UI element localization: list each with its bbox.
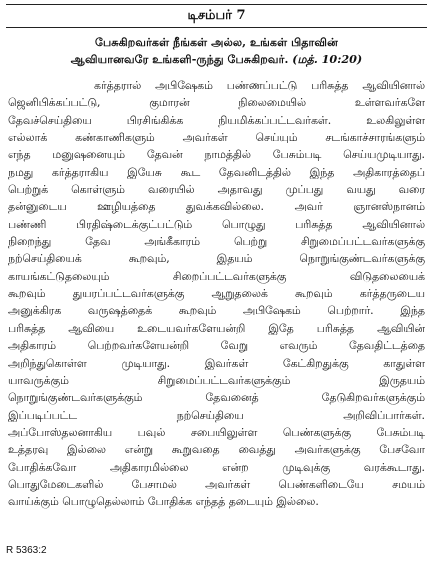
body-line: பண்ணி பிரதிஷ்டைக்குட்பட்டும் பொழுது பரிசுத்த ஆவியினால் <box>8 217 425 231</box>
body-line: அனுக்கிரக வருஷத்தைக் கூறவும் அபிஷேகம் பெற்றார். இந்த <box>8 304 425 318</box>
body-line: எந்த மனுஷனையும் தேவன் நாமத்தில் பேசும்படி செய்யமுடியாது. <box>8 148 425 162</box>
body-line: ஜெனிபிக்கப்பட்டு, குமாரன் நிலைமையில் உள்ளவர்களே <box>8 96 425 110</box>
body-line: நற்செய்தியைக் கூறவும், இதயம் நொறுங்குண்டவர்களுக்கு <box>8 252 425 266</box>
body-line: போதிக்கவோ அதிகாரமில்லை என்ற முடிவுக்கு வரக்கூடாது. <box>8 460 425 474</box>
body-text <box>8 77 425 511</box>
body-line: பெற்றுக் கொள்ளும் வரையில் அதாவது முப்பது வயது வரை <box>8 183 425 197</box>
body-line: தன்னுடைய ஊழியத்தை துவக்கவில்லை. அவர் ஞானஸ்நானம் <box>8 200 425 214</box>
body-line: இப்படிப்பட்ட நற்செய்தியை அறிவிப்பார்கள். <box>8 408 425 422</box>
body-line: அதிகாரம் பெற்றவர்களேயன்றி வேறு எவரும் தேவதிட்டத்தை <box>8 339 425 353</box>
body-line: அப்போஸ்தலனாகிய பவுல் சபையிலுள்ள பெண்களுக்கு பேசும்படி <box>8 425 425 439</box>
date-title: டிசம்பர் 7 <box>187 8 246 23</box>
body-line: நிறைந்து தேவ அங்கீகாரம் பெற்று சிறுமைப்பட்டவர்களுக்கு <box>8 235 425 249</box>
body-line: காயங்கட்டுதலையும் சிறைப்பட்டவர்களுக்கு விடுதலையைக் <box>8 269 425 283</box>
verse-line-2-text: ஆவியானவரே உங்களி-ருந்து பேசுகிறவர். <box>70 51 289 66</box>
body-line: தேவச்செய்தியை பிரசிங்கிக்க நியமிக்கப்பட்டவர்கள். உலகிலுள்ள <box>8 113 425 127</box>
body-line: பரிசுத்த ஆவியை உடையவர்களேயன்றி இதே பரிசுத்த ஆவியின் <box>8 321 425 335</box>
body-line: பொதுமேடைகளில் பேசாமல் அவர்கள் பெண்களிடையே சமயம் <box>8 477 425 491</box>
body-line: எல்லாக் கண்காணிகளும் அவர்கள் செய்யும் சடங்காச்சாரங்களும் <box>8 131 425 145</box>
date-header-bar <box>6 4 427 28</box>
body-line: வாய்க்கும் பொழுதெல்லாம் போதிக்க எந்தத் தடையும் இல்லை. <box>8 495 319 509</box>
body-line: நொறுங்குண்டவர்களுக்கும் தேவனைத் தேடுகிறவர்களுக்கும் <box>8 391 425 405</box>
verse-line-1: பேசுகிறவர்கள் நீங்கள் அல்ல, உங்கள் பிதாவின் <box>95 35 338 49</box>
body-line: யாவருக்கும் சிறுமைப்பட்டவர்களுக்கும் இருதயம் <box>8 373 425 387</box>
verse-reference: (மத். 10:20) <box>292 51 363 66</box>
body-line: அறிந்துகொள்ள முடியாது. இவர்கள் கேட்கிறதுக்கு காதுள்ள <box>8 356 425 370</box>
body-line: கர்த்தரால் அபிஷேகம் பண்ணப்பட்டு பரிசுத்த ஆவியினால் <box>94 79 425 92</box>
reference-code: R 5363:2 <box>6 545 47 556</box>
verse-line-2 <box>8 51 425 68</box>
body-line: கூறவும் துயரப்பட்டவர்களுக்கு ஆறுதலைக் கூறவும் கர்த்தருடைய <box>8 287 425 301</box>
scripture-verse <box>8 34 425 67</box>
body-line: நமது கர்த்தராகிய இயேசு கூட தேவனிடத்தில் இந்த அதிகாரத்தைப் <box>8 165 425 179</box>
body-line: உத்தரவு இல்லை என்று கூறுவதை வைத்து அவர்களுக்கு பேசவோ <box>8 443 425 457</box>
